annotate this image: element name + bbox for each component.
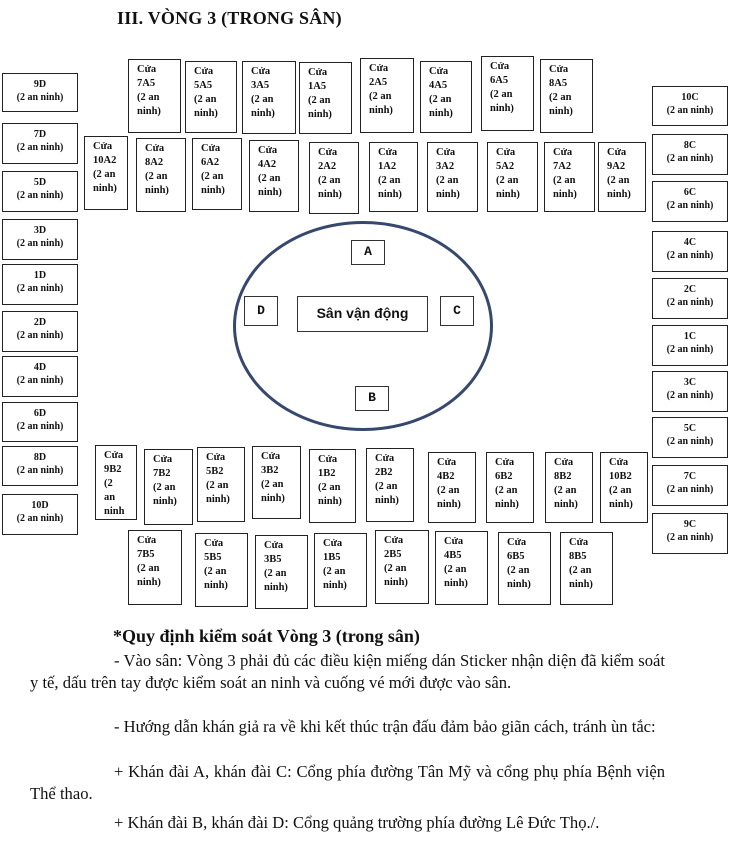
gate-top-row2-2 [136, 138, 186, 212]
gate-id: 2B5 [384, 549, 402, 560]
gate-id: 3D [33, 225, 47, 236]
gate-security-note: (2 an [609, 485, 632, 496]
gate-security-note: (2 an [437, 485, 460, 496]
gate-left-3 [2, 171, 78, 212]
stand-d: D [244, 296, 278, 326]
gate-title: Cửa [384, 535, 404, 546]
gate-security-note: ninh) [496, 189, 520, 200]
gate-id: 1C [683, 331, 697, 342]
gate-security-note: (2 an [264, 568, 287, 579]
gate-top-row2-10 [598, 142, 646, 212]
gate-security-note: ninh) [323, 580, 347, 591]
gate-right-1 [652, 86, 728, 126]
gate-security-note: (2 an ninh) [666, 200, 714, 211]
gate-security-note: ninh) [375, 495, 399, 506]
gate-left-8 [2, 402, 78, 442]
gate-id: 1B5 [323, 552, 341, 563]
gate-left-1 [2, 73, 78, 112]
gate-bottom-row2-7 [498, 532, 551, 605]
gate-title: Cửa [496, 147, 516, 158]
gate-security-note: (2 an [436, 175, 459, 186]
gate-security-note: (2 an [444, 564, 467, 575]
gate-top-row1-8 [540, 59, 593, 133]
gate-id: 3A5 [251, 80, 270, 91]
gate-top-row1-7 [481, 56, 534, 131]
gate-security-note: (2 an [318, 175, 341, 186]
gate-security-note: ninh) [137, 106, 161, 117]
gate-bottom-row1-3 [197, 447, 245, 522]
section-heading: III. VÒNG 3 (TRONG SÂN) [117, 8, 342, 28]
gate-id: 10B2 [609, 471, 632, 482]
gate-security-note: ninh) [153, 496, 177, 507]
gate-bottom-row1-6 [366, 448, 414, 522]
gate-bottom-row1-2 [144, 449, 193, 525]
gate-id: 5A2 [496, 161, 515, 172]
gate-security-note: (2 an ninh) [666, 105, 714, 116]
gate-id: 2B2 [375, 467, 393, 478]
gate-security-note: (2 an ninh) [16, 465, 64, 476]
gate-right-2 [652, 134, 728, 175]
gate-title: Cửa [607, 147, 627, 158]
gate-title: Cửa [137, 535, 157, 546]
rule-stands-bd: + Khán đài B, khán đài D: Cổng quảng trường phía đường Lê Đức Thọ./. [114, 813, 600, 832]
gate-top-row2-9 [544, 142, 595, 212]
gate-top-row2-5 [309, 142, 359, 214]
gate-bottom-row2-4 [314, 533, 367, 607]
gate-title: Cửa [554, 457, 574, 468]
gate-left-10 [2, 494, 78, 535]
gate-security-note: (2 an ninh) [666, 297, 714, 308]
gate-security-note: (2 an ninh) [16, 283, 64, 294]
gate-id: 8C [683, 140, 697, 151]
gate-security-note: ninh) [93, 183, 117, 194]
gate-top-row1-4 [299, 62, 352, 134]
gate-id: 5B2 [206, 466, 224, 477]
gate-security-note: ninh) [308, 109, 332, 120]
gate-security-note: (2 an ninh) [666, 436, 714, 447]
gate-title: Cửa [206, 452, 226, 463]
gate-security-note: ninh) [429, 108, 453, 119]
gate-id: 6A5 [490, 75, 509, 86]
gate-security-note: (2 an [496, 175, 519, 186]
gate-security-note: ninh) [318, 496, 342, 507]
gate-title: Cửa [104, 450, 124, 461]
gate-security-note: (2 an [153, 482, 176, 493]
gate-security-note: ninh) [549, 106, 573, 117]
gate-id: 1B2 [318, 468, 336, 479]
gate-id: 3B2 [261, 465, 279, 476]
gate-top-row1-5 [360, 58, 414, 133]
gate-left-5 [2, 264, 78, 305]
gate-security-note: (2 an ninh) [666, 153, 714, 164]
gate-bottom-row2-6 [435, 531, 488, 605]
gate-security-note: (2 an [507, 565, 530, 576]
gate-id: 6C [683, 187, 697, 198]
gate-security-note: ninh) [569, 579, 593, 590]
gate-id: 9B2 [104, 464, 122, 475]
gate-security-note: ninh) [194, 108, 218, 119]
gate-top-row2-1 [84, 136, 128, 210]
gate-security-note: (2 an [137, 563, 160, 574]
gate-security-note: (2 an [378, 175, 401, 186]
gate-title: Cửa [201, 143, 221, 154]
gate-title: Cửa [261, 451, 281, 462]
gate-id: 4B5 [444, 550, 462, 561]
gate-id: 4C [683, 237, 697, 248]
gate-title: Cửa [318, 454, 338, 465]
gate-security-note: (2 an ninh) [666, 484, 714, 495]
gate-bottom-row1-5 [309, 449, 356, 523]
gate-security-note: (2 an [490, 89, 513, 100]
gate-id: 3A2 [436, 161, 455, 172]
gate-bottom-row1-9 [545, 452, 593, 523]
gate-title: Cửa [549, 64, 569, 75]
gate-security-note: an [104, 492, 116, 503]
gate-right-6 [652, 325, 728, 366]
gate-title: Cửa [609, 457, 629, 468]
gate-security-note: (2 an [318, 482, 341, 493]
gate-title: Cửa [194, 66, 214, 77]
gate-security-note: (2 an [261, 479, 284, 490]
gate-bottom-row2-5 [375, 530, 429, 604]
gate-left-9 [2, 446, 78, 486]
gate-id: 1A5 [308, 81, 327, 92]
gate-top-row2-3 [192, 138, 242, 210]
gate-id: 1A2 [378, 161, 397, 172]
gate-title: Cửa [495, 457, 515, 468]
rule-entry: - Vào sân: Vòng 3 phải đủ các điều kiện miếng dán Sticker nhận diện đã kiểm soát y tế, dấu trên tay được kiểm soát an ninh và cuống vé mới được vào sân. [30, 651, 665, 692]
gate-top-row2-7 [427, 142, 478, 212]
gate-security-note: (2 an [549, 92, 572, 103]
gate-title: Cửa [323, 538, 343, 549]
gate-top-row1-3 [242, 61, 296, 134]
gate-id: 10C [681, 92, 699, 103]
gate-security-note: (2 an ninh) [666, 390, 714, 401]
gate-bottom-row1-8 [486, 452, 534, 523]
gate-right-7 [652, 371, 728, 412]
gate-bottom-row1-7 [428, 452, 476, 523]
gate-security-note: (2 an [369, 91, 392, 102]
gate-title: Cửa [137, 64, 157, 75]
gate-id: 6B5 [507, 551, 525, 562]
gate-security-note: ninh) [444, 578, 468, 589]
gate-security-note: ninh) [609, 499, 633, 510]
gate-security-note: ninh) [507, 579, 531, 590]
gate-id: 7B5 [137, 549, 155, 560]
gate-security-note: (2 an ninh) [666, 250, 714, 261]
gate-title: Cửa [375, 453, 395, 464]
gate-title: Cửa [378, 147, 398, 158]
gate-id: 3C [683, 377, 697, 388]
stand-c: C [440, 296, 474, 326]
gate-title: Cửa [569, 537, 589, 548]
gate-id: 5A5 [194, 80, 213, 91]
gate-security-note: (2 an [384, 563, 407, 574]
gate-id: 10D [31, 500, 49, 511]
gate-title: Cửa [308, 67, 328, 78]
gate-security-note: (2 an [258, 173, 281, 184]
gate-right-9 [652, 465, 728, 506]
gate-left-6 [2, 311, 78, 352]
gate-bottom-row1-10 [600, 452, 648, 523]
gate-security-note: (2 an ninh) [16, 513, 64, 524]
gate-security-note: ninh) [318, 189, 342, 200]
gate-id: 9A2 [607, 161, 626, 172]
gate-right-4 [652, 231, 728, 272]
gate-id: 6B2 [495, 471, 513, 482]
gate-security-note: (2 an [553, 175, 576, 186]
gate-id: 4D [33, 362, 47, 373]
gate-security-note: (2 an ninh) [666, 344, 714, 355]
gate-title: Cửa [258, 145, 278, 156]
gate-left-2 [2, 123, 78, 164]
gate-id: 8B5 [569, 551, 587, 562]
gate-bottom-row2-2 [195, 533, 248, 607]
gate-security-note: ninh) [137, 577, 161, 588]
gate-top-row1-6 [420, 61, 472, 133]
gate-security-note: (2 an [204, 566, 227, 577]
gate-security-note: (2 an ninh) [16, 330, 64, 341]
gate-id: 7D [33, 129, 47, 140]
gate-id: 5C [683, 423, 697, 434]
gate-id: 4B2 [437, 471, 455, 482]
gate-id: 2A2 [318, 161, 337, 172]
gate-security-note: ninh) [369, 105, 393, 116]
gate-id: 7C [683, 471, 697, 482]
gate-right-10 [652, 513, 728, 554]
gate-right-3 [652, 181, 728, 222]
gate-security-note: (2 an ninh) [16, 375, 64, 386]
gate-security-note: (2 an ninh) [16, 190, 64, 201]
gate-id: 8D [33, 452, 47, 463]
gate-security-note: ninh) [378, 189, 402, 200]
gate-security-note: ninh) [258, 187, 282, 198]
gate-security-note: ninh) [206, 494, 230, 505]
gate-security-note: ninh) [490, 103, 514, 114]
gate-bottom-row2-8 [560, 532, 613, 605]
gate-id: 8B2 [554, 471, 572, 482]
gate-bottom-row1-1 [95, 445, 137, 520]
gate-top-row2-4 [249, 140, 299, 212]
gate-security-note: ninh) [436, 189, 460, 200]
gate-security-note: (2 an [495, 485, 518, 496]
gate-security-note: ninh) [201, 185, 225, 196]
gate-id: 9D [33, 79, 47, 90]
gate-id: 7B2 [153, 468, 171, 479]
gate-title: Cửa [204, 538, 224, 549]
gate-security-note: ninh) [553, 189, 577, 200]
rules-title: *Quy định kiểm soát Vòng 3 (trong sân) [113, 626, 420, 646]
gate-title: Cửa [369, 63, 389, 74]
gate-bottom-row2-1 [128, 530, 182, 605]
gate-id: 4A2 [258, 159, 277, 170]
gate-top-row1-1 [128, 59, 181, 133]
gate-security-note: ninh) [145, 185, 169, 196]
gate-top-row2-8 [487, 142, 538, 212]
gate-title: Cửa [318, 147, 338, 158]
gate-security-note: ninh [104, 506, 125, 517]
gate-id: 6D [33, 408, 47, 419]
gate-top-row1-2 [185, 61, 237, 133]
gate-title: Cửa [264, 540, 284, 551]
gate-security-note: (2 an [145, 171, 168, 182]
gate-security-note: (2 an [569, 565, 592, 576]
gate-id: 7A5 [137, 78, 156, 89]
gate-title: Cửa [444, 536, 464, 547]
gate-title: Cửa [429, 66, 449, 77]
gate-id: 5B5 [204, 552, 222, 563]
gate-security-note: (2 an [137, 92, 160, 103]
gate-security-note: ninh) [261, 493, 285, 504]
gate-title: Cửa [507, 537, 527, 548]
gate-security-note: (2 an ninh) [16, 92, 64, 103]
gate-id: 10A2 [93, 155, 117, 166]
rule-stands-ac: + Khán đài A, khán đài C: Cổng phía đường Tân Mỹ và cổng phụ phía Bệnh viện Thể thao. [30, 762, 665, 803]
gate-security-note: (2 an ninh) [666, 532, 714, 543]
gate-security-note: ninh) [607, 189, 631, 200]
gate-security-note: (2 an [206, 480, 229, 491]
gate-id: 2C [683, 284, 697, 295]
gate-id: 1D [33, 270, 47, 281]
gate-id: 6A2 [201, 157, 220, 168]
gate-left-4 [2, 219, 78, 260]
gate-security-note: ninh) [264, 582, 288, 593]
gate-security-note: (2 an ninh) [16, 238, 64, 249]
rule-exit-guide: - Hướng dẫn khán giả ra về khi kết thúc trận đấu đảm bảo giãn cách, tránh ùn tắc: [114, 717, 656, 736]
gate-title: Cửa [153, 454, 173, 465]
gate-id: 7A2 [553, 161, 572, 172]
gate-security-note: (2 an [251, 94, 274, 105]
gate-right-8 [652, 417, 728, 458]
gate-security-note: ninh) [554, 499, 578, 510]
gate-security-note: (2 an ninh) [16, 421, 64, 432]
gate-id: 8A2 [145, 157, 164, 168]
gate-id: 5D [33, 177, 47, 188]
gate-id: 4A5 [429, 80, 448, 91]
gate-title: Cửa [437, 457, 457, 468]
gate-right-5 [652, 278, 728, 319]
gate-id: 9C [683, 519, 697, 530]
gate-security-note: (2 an [194, 94, 217, 105]
gate-title: Cửa [145, 143, 165, 154]
gate-bottom-row1-4 [252, 446, 301, 519]
gate-title: Cửa [251, 66, 271, 77]
gate-title: Cửa [553, 147, 573, 158]
stadium-field-label: Sân vận động [297, 296, 428, 332]
gate-id: 2A5 [369, 77, 388, 88]
gate-security-note: (2 an [323, 566, 346, 577]
gate-bottom-row2-3 [255, 535, 308, 609]
gate-security-note: (2 an [308, 95, 331, 106]
gate-top-row2-6 [369, 142, 418, 212]
gate-security-note: ninh) [384, 577, 408, 588]
gate-security-note: (2 an [93, 169, 116, 180]
gate-left-7 [2, 356, 78, 397]
gate-title: Cửa [436, 147, 456, 158]
gate-id: 2D [33, 317, 47, 328]
gate-security-note: (2 [104, 478, 113, 489]
gate-title: Cửa [490, 61, 510, 72]
gate-security-note: (2 an [201, 171, 224, 182]
gate-security-note: (2 an ninh) [16, 142, 64, 153]
gate-security-note: (2 an [429, 94, 452, 105]
gate-security-note: ninh) [495, 499, 519, 510]
gate-id: 8A5 [549, 78, 568, 89]
gate-security-note: ninh) [437, 499, 461, 510]
gate-security-note: (2 an [607, 175, 630, 186]
gate-security-note: (2 an [375, 481, 398, 492]
gate-security-note: ninh) [204, 580, 228, 591]
gate-title: Cửa [93, 141, 113, 152]
stand-a: A [351, 240, 385, 265]
gate-security-note: ninh) [251, 108, 275, 119]
gate-id: 3B5 [264, 554, 282, 565]
stand-b: B [355, 386, 389, 411]
gate-security-note: (2 an [554, 485, 577, 496]
